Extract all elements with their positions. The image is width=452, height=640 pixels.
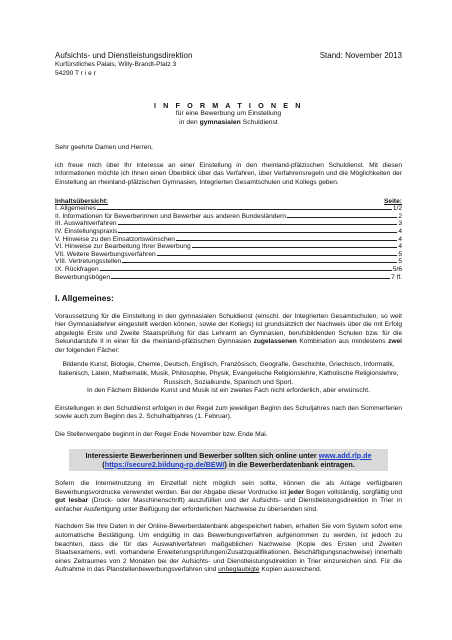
toc-header [55,198,402,206]
subtitle-emphasis: gymnasialen [199,118,241,126]
toc-item [55,243,402,251]
toc-leader-line [122,262,397,263]
emphasis: unbeglaubigte [218,566,260,574]
paragraph-requirements [55,313,402,356]
toc-item [55,205,402,213]
toc-item-label: VIII. Vertretungsstellen [55,258,122,266]
text: Kopien ausreichend. [259,566,322,574]
section-heading-allgemeines: I. Allgemeines: [55,293,114,304]
address-line-1: Kurfürstliches Palais, Willy-Brandt-Platz 3 [55,61,177,68]
toc-item [55,236,402,244]
toc-leader-line [157,255,398,256]
toc-item-label: V. Hinweise zu den Einsatzortswünschen [55,235,175,243]
toc-item-page: 3 [398,220,402,228]
letter-header [55,51,402,61]
text: Bogen vollständig, sorgfältig und [304,488,402,496]
toc-item-page: 4 [398,243,402,251]
document-title: I N F O R M A T I O N E N [153,101,304,111]
emphasis: zugelassenen [253,338,297,346]
text: Sofern die Internetnutzung im Einzelfall nicht möglich sein sollte, können die als Anlage verfügbaren Bewerbungsvordrucke verwendet werden. Bei der Abgabe dieser Vordrucke ist [55,480,402,496]
toc-item [55,274,402,282]
document-subtitle-1: für eine Bewerbung um Einstellung [175,110,282,118]
document-subtitle-2 [55,119,402,127]
toc-item-label: III. Auswahlverfahren [55,220,117,228]
text: Voraussetzung für die Einstellung in den gymnasialen Schuldienst (einschl. der Integrierten Gesamtschulen, so weit hier Gymnasiallehrer eingestellt werden können, sowie der Kollegs) ist grundsätzlich der Nachweis über die mit Erfolg abgelegte Erste und Zweite Staatsprüfung für das Lehramt an Gymnasien, berufsbildenden Schulen bzw. für die Sekundarstufe II in einer für die rheinland-pfälzischen Gymnasien [55,312,402,346]
paragraph-confirmation [55,523,402,575]
toc-item [55,220,402,228]
org-name: Aufsichts- und Dienstleistungsdirektion [55,51,193,60]
address-line-2: 54290 T r i e r [55,69,96,77]
toc-leader-line [192,247,398,248]
subjects-note: In den Fächern Bildende Kunst und Musik ist ein zweites Fach nicht erforderlich, aber erwünscht. [87,387,370,395]
box-text: Interessierte Bewerberinnen und Bewerber sollten sich online unter [85,450,319,460]
toc-item-page: 5/6 [392,266,402,274]
bewerberdatenbank-link[interactable]: https://secure2.bildung-rp.de/BEW/ [104,459,225,469]
paragraph-paper-forms [55,480,402,514]
box-line-1 [73,451,384,460]
toc-leader-line [100,270,392,271]
emphasis: gut lesbar [55,497,89,505]
toc-item-page: 1/2 [392,205,402,213]
toc-item-label: I. Allgemeines [55,205,97,213]
paragraph-start-dates: Einstellungen in den Schuldienst erfolgen in der Regel zum jeweiligen Beginn des Schuljahres nach den Sommerferien sowie auch zum Beginn des 2. Schulhalbjahres (1. Februar). [55,404,402,421]
toc-item-page: 5 [398,250,402,258]
add-rlp-link[interactable]: www.add.rlp.de [318,450,372,460]
subjects-list: Bildende Kunst, Biologie, Chemie, Deutsch, Englisch, Französisch, Geografie, Geschichte, Griechisch, Informatik, Italienisch, Latein, Mathematik, Musik, Philosophie, Physik, Evangelische Religionslehre, Katholische Religionslehre, Russisch, Sozialkunde, Spanisch und Sport. [58,361,399,386]
text: der folgenden Fächer: [55,346,120,354]
toc-item-label: Bewerbungsbögen [55,273,110,281]
toc-item-page: 5 [398,258,402,266]
toc-page-heading: Seite: [384,197,402,205]
toc-item-page: 7 ff. [391,273,402,281]
toc-list [55,205,402,281]
toc-item-label: II. Informationen für Bewerberinnen und Bewerber aus anderen Bundesländern [55,212,286,220]
text: (Druck- oder Maschinenschrift) auszufüllen und der Aufsichts- und Dienstleistungsdirektion in Trier in einfacher Ausfertigung unter Beifügung der erforderlichen Nachweise zu übersenden sind. [55,497,402,513]
toc-leader-line [287,217,397,218]
greeting: Sehr geehrte Damen und Herren, [55,144,153,152]
toc-item-page: 2 [398,212,402,220]
status-date: Stand: November 2013 [319,51,402,60]
text: Kombination aus mindestens [296,338,389,346]
toc-leader-line [111,278,390,279]
toc-item-label: VII. Weitere Bewerbungsverfahren [55,250,156,258]
online-registration-box [69,449,388,471]
table-of-contents [55,198,402,282]
toc-item [55,258,402,266]
toc-item [55,266,402,274]
toc-item [55,251,402,259]
toc-leader-line [97,209,392,210]
emphasis: zwei [388,338,402,346]
intro-paragraph: ich freue mich über Ihr Interesse an einer Einstellung in den rheinland-pfälzischen Schuldienst. Mit diesen Informationen möchte ich Ihnen einen Überblick über das Verfahren, über Verfahrensregeln und die Möglichkeiten der Einstellung an rheinland-pfälzischen Gymnasien, Integrierten Gesamtschulen und Kollegs geben. [55,161,402,187]
subtitle-text: Schuldienst [240,118,278,126]
toc-heading: Inhaltsübersicht: [55,197,109,205]
text: Nachdem Sie Ihre Daten in der Online-Bewerberdatenbank abgespeichert haben, erhalten Sie vom System sofort eine automatische Bestätigung. Um endgültig in das Bewerbungsverfahren aufgenommen zu werden, ist jedoch zu beachten, dass die für das Auswahlverfahren maßgeblichen Nachweise (Kopie des Ersten und Zweiten Staatsexamens, evtl. vorhandene Erweiterungsprüfungen/Zusatzqualifikationen, Beschäftigungsnachweise) innerhalb eines Zeitraumes von 2 Monaten bei der Aufsichts- und Dienstleistungsdirektion in Trier einzureichen sind. Für die Aufnahme in das Planstellenbewerbungsverfahren sind [55,523,402,574]
toc-item-page: 4 [398,235,402,243]
paragraph-allocation: Die Stellenvergabe beginnt in der Regel Ende November bzw. Ende Mai. [55,431,268,439]
toc-item [55,228,402,236]
box-text: ) in die Bewerberdatenbank eintragen. [224,459,355,469]
box-line-2 [73,460,384,469]
toc-item-label: IX. Rückfragen [55,266,99,274]
toc-item [55,213,402,221]
emphasis: jeder [288,488,305,496]
subtitle-text: in den [179,118,200,126]
toc-item-page: 4 [398,228,402,236]
box-text: ( [102,459,105,469]
toc-item-label: VI. Hinweise zur Bearbeitung Ihrer Bewerbung [55,243,191,251]
toc-leader-line [118,224,398,225]
toc-item-label: IV. Einstellungspraxis [55,228,118,236]
toc-leader-line [118,232,397,233]
toc-leader-line [176,240,397,241]
